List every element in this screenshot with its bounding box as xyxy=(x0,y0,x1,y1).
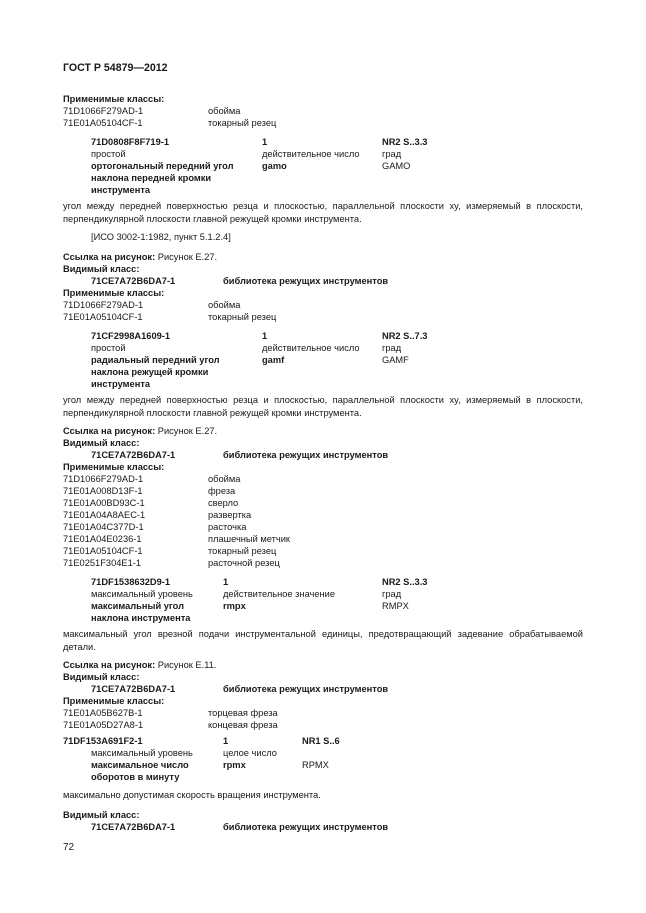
visible-class-code: 71CE7A72B6DA7-1 xyxy=(91,822,176,832)
entry-alias: RPMX xyxy=(302,760,329,770)
entry-definition: угол между передней поверхностью резца и плоскостью, параллельной плоскости xy, измеряемый в плоскости, перпендикулярной плоскости главной режущей кромки инструмента. xyxy=(63,201,583,224)
entry-definition: максимальный угол врезной подачи инструментальной единицы, предотвращающий задевание обрабатываемой детали. xyxy=(63,629,583,652)
entry-alias: GAMO xyxy=(382,161,411,171)
entry-definition: угол между передней поверхностью резца и плоскостью, параллельной плоскости xy, измеряемый в плоскости, перпендикулярной плоскости главной режущей кромки инструмента. xyxy=(63,395,583,418)
entry-name: наклона передней кромки xyxy=(91,173,212,183)
class-name: обойма xyxy=(208,474,241,484)
visible-class-name: библиотека режущих инструментов xyxy=(223,684,389,694)
entry-unit: град xyxy=(382,589,402,599)
entry-alias: GAMF xyxy=(382,355,409,365)
applicable-label: Применимые классы: xyxy=(63,288,165,298)
class-code: 71E01A05104CF-1 xyxy=(63,546,143,556)
class-code: 71D1066F279AD-1 xyxy=(63,106,144,116)
class-name: фреза xyxy=(208,486,236,496)
entry-unit-code: NR2 S..3.3 xyxy=(382,577,428,587)
entry-id: 71D0808F8F719-1 xyxy=(91,137,170,147)
entry-value-type: целое число xyxy=(223,748,277,758)
entry-name: оборотов в минуту xyxy=(91,772,180,782)
visible-class-code: 71CE7A72B6DA7-1 xyxy=(91,450,176,460)
class-name: сверло xyxy=(208,498,239,508)
visible-class-code: 71CE7A72B6DA7-1 xyxy=(91,684,176,694)
entry-value-type: действительное число xyxy=(262,343,360,353)
entry-value-type: действительное значение xyxy=(223,589,336,599)
class-code: 71E01A04A8AEC-1 xyxy=(63,510,146,520)
entry-name: инструмента xyxy=(91,379,151,389)
figure-reference: Ссылка на рисунок: Рисунок Е.27. xyxy=(63,252,218,262)
visible-label: Видимый класс: xyxy=(63,810,140,820)
entry-definition: максимально допустимая скорость вращения инструмента. xyxy=(63,790,321,800)
entry-id: 71DF153A691F2-1 xyxy=(63,736,143,746)
class-code: 71E01A05104CF-1 xyxy=(63,118,143,128)
applicable-label: Применимые классы: xyxy=(63,696,165,706)
entry-unit: град xyxy=(382,343,402,353)
entry-name: инструмента xyxy=(91,185,151,195)
visible-class-name: библиотека режущих инструментов xyxy=(223,450,389,460)
class-name: плашечный метчик xyxy=(208,534,291,544)
class-code: 71E01A04E0236-1 xyxy=(63,534,142,544)
visible-label: Видимый класс: xyxy=(63,264,140,274)
page-number: 72 xyxy=(63,842,75,853)
entry-cardinality: 1 xyxy=(262,137,268,147)
class-code: 71E0251F304E1-1 xyxy=(63,558,142,568)
class-code: 71E01A05D27A8-1 xyxy=(63,720,144,730)
visible-label: Видимый класс: xyxy=(63,672,140,682)
figure-reference: Ссылка на рисунок: Рисунок Е.11. xyxy=(63,660,217,670)
entry-name: максимальное число xyxy=(91,760,189,770)
applicable-label: Применимые классы: xyxy=(63,462,165,472)
entry-symbol: rmpx xyxy=(223,601,246,611)
class-code: 71E01A05B627B-1 xyxy=(63,708,143,718)
standard-header: ГОСТ Р 54879—2012 xyxy=(63,62,168,74)
class-code: 71D1066F279AD-1 xyxy=(63,474,144,484)
visible-class-name: библиотека режущих инструментов xyxy=(223,822,389,832)
entry-cardinality: 1 xyxy=(223,577,229,587)
class-name: развертка xyxy=(208,510,252,520)
entry-name: радиальный передний угол xyxy=(91,355,220,365)
class-name: обойма xyxy=(208,106,241,116)
entry-cardinality: 1 xyxy=(223,736,229,746)
entry-unit-code: NR1 S..6 xyxy=(302,736,340,746)
entry-unit: град xyxy=(382,149,402,159)
class-name: расточной резец xyxy=(208,558,280,568)
class-name: обойма xyxy=(208,300,241,310)
entry-name: наклона инструмента xyxy=(91,613,191,623)
entry-symbol: gamf xyxy=(262,355,285,365)
applicable-label: Применимые классы: xyxy=(63,94,165,104)
class-code: 71E01A05104CF-1 xyxy=(63,312,143,322)
entry-id: 71DF1538632D9-1 xyxy=(91,577,171,587)
visible-class-name: библиотека режущих инструментов xyxy=(223,276,389,286)
entry-kind: максимальный уровень xyxy=(91,748,193,758)
entry-alias: RMPX xyxy=(382,601,409,611)
entry-kind: простой xyxy=(91,149,126,159)
entry-kind: простой xyxy=(91,343,126,353)
entry-symbol: rpmx xyxy=(223,760,246,770)
class-code: 71E01A00BD93C-1 xyxy=(63,498,145,508)
class-name: расточка xyxy=(208,522,247,532)
figure-reference: Ссылка на рисунок: Рисунок Е.27. xyxy=(63,426,218,436)
class-name: торцевая фреза xyxy=(208,708,278,718)
entry-unit-code: NR2 S..7.3 xyxy=(382,331,428,341)
visible-label: Видимый класс: xyxy=(63,438,140,448)
entry-unit-code: NR2 S..3.3 xyxy=(382,137,428,147)
class-code: 71D1066F279AD-1 xyxy=(63,300,144,310)
class-name: токарный резец xyxy=(208,546,277,556)
class-name: токарный резец xyxy=(208,312,277,322)
class-name: токарный резец xyxy=(208,118,277,128)
entry-name: ортогональный передний угол xyxy=(91,161,234,171)
entry-name: максимальный угол xyxy=(91,601,185,611)
entry-name: наклона режущей кромки xyxy=(91,367,209,377)
entry-id: 71CF2998A1609-1 xyxy=(91,331,171,341)
entry-kind: максимальный уровень xyxy=(91,589,193,599)
entry-value-type: действительное число xyxy=(262,149,360,159)
entry-symbol: gamo xyxy=(262,161,287,171)
class-code: 71E01A008D13F-1 xyxy=(63,486,143,496)
entry-source: [ИСО 3002-1:1982, пункт 5.1.2.4] xyxy=(91,232,231,242)
class-name: концевая фреза xyxy=(208,720,278,730)
class-code: 71E01A04C377D-1 xyxy=(63,522,144,532)
entry-cardinality: 1 xyxy=(262,331,268,341)
visible-class-code: 71CE7A72B6DA7-1 xyxy=(91,276,176,286)
